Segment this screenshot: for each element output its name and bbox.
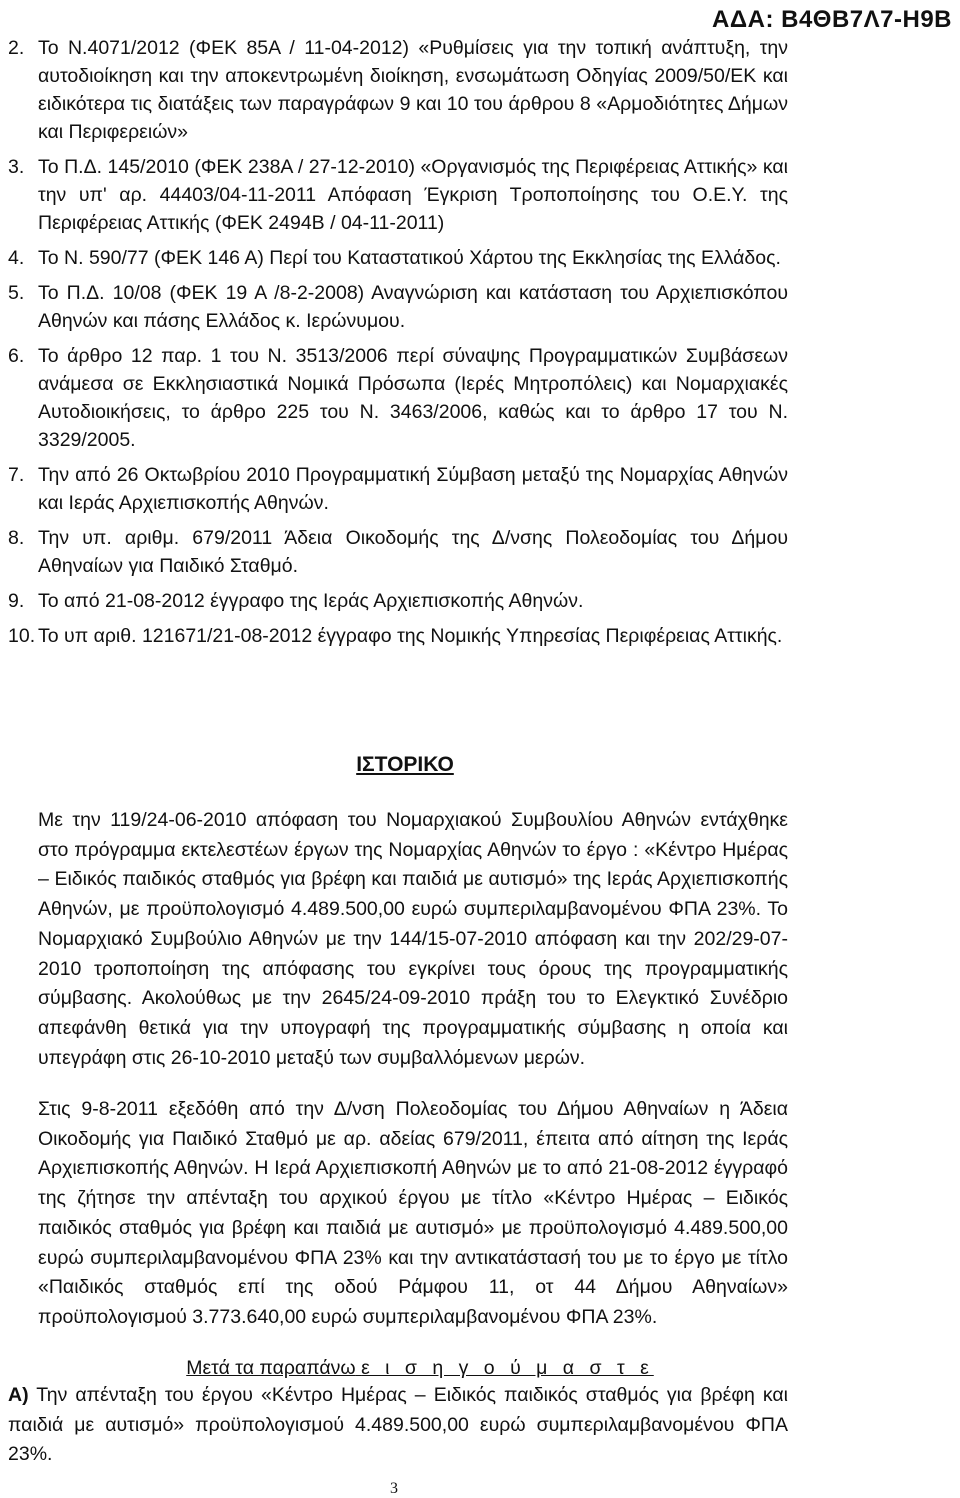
list-item: [8, 244, 788, 272]
decision-heading: [0, 1357, 840, 1380]
list-item: [8, 622, 788, 650]
list-item: [8, 153, 788, 237]
list-item-number: 6.: [8, 345, 25, 367]
list-item-text: Το Ν. 590/77 (ΦΕΚ 146 Α) Περί του Καταστατικού Χάρτου της Εκκλησίας της Ελλάδος.: [38, 247, 781, 269]
page-number: 3: [390, 1480, 398, 1497]
list-item: [8, 587, 788, 615]
list-item-text: Το Π.Δ. 10/08 (ΦΕΚ 19 Α /8-2-2008) Αναγνώριση και κατάσταση του Αρχιεπισκόπου Αθηνών και πάσης Ελλάδος κ. Ιερώνυμου.: [38, 282, 788, 332]
list-item-text: Την από 26 Οκτωβρίου 2010 Προγραμματική Σύμβαση μεταξύ της Νομαρχίας Αθηνών και Ιεράς Αρχιεπισκοπής Αθηνών.: [38, 464, 788, 514]
list-item-text: Το υπ αριθ. 121671/21-08-2012 έγγραφο της Νομικής Υπηρεσίας Περιφέρειας Αττικής.: [38, 625, 783, 647]
list-item-number: 8.: [8, 527, 25, 549]
list-item-number: 5.: [8, 282, 25, 304]
list-item-number: 9.: [8, 590, 25, 612]
ada-code: ΑΔΑ: Β4ΘΒ7Λ7-Η9Β: [712, 6, 952, 33]
list-item-number: 3.: [8, 156, 25, 178]
list-item-text: Το Ν.4071/2012 (ΦΕΚ 85Α / 11-04-2012) «Ρυθμίσεις για την τοπική ανάπτυξη, την αυτοδιοίκηση και την αποκεντρωμένη διοίκηση, ενσωμάτωση Οδηγίας 2009/50/ΕΚ και ειδικότερα τις διατάξεις των παραγράφων 9 και 10 του άρθρου 8 «Αρμοδιότητες Δήμων και Περιφερειών»: [38, 37, 788, 143]
list-item: [8, 524, 788, 580]
history-heading: ΙΣΤΟΡΙΚΟ: [356, 753, 454, 776]
decision-item-text: Την απένταξη του έργου «Κέντρο Ημέρας – Ειδικός παιδικός σταθμός για βρέφη και παιδιά με αυτισμό» προϋπολογισμού 4.489.500,00 ευρώ συμπεριλαμβανομένου ΦΠΑ 23%.: [8, 1384, 788, 1466]
list-item: [8, 461, 788, 517]
history-paragraph: Στις 9-8-2011 εξεδόθη από την Δ/νση Πολεοδομίας του Δήμου Αθηναίων η Άδεια Οικοδομής για Παιδικό Σταθμό με αρ. αδείας 679/2011, έπειτα από αίτηση της Ιεράς Αρχιεπισκοπής Αθηνών. Η Ιερά Αρχιεπισκοπή Αθηνών με το από 21-08-2012 έγγραφό της ζήτησε την απένταξη του αρχικού έργου με τίτλο «Κέντρο Ημέρας – Ειδικός παιδικός σταθμός για βρέφη και παιδιά με αυτισμό» με προϋπολογισμό 4.489.500,00 ευρώ συμπεριλαμβανομένου ΦΠΑ 23% και την αντικατάστασή του με το έργο με τίτλο «Παιδικός σταθμός επί της οδού Ράμφου 11, οτ 44 Δήμου Αθηναίων» προϋπολογισμού 3.773.640,00 ευρώ συμπεριλαμβανομένου ΦΠΑ 23%.: [38, 1098, 788, 1328]
list-item: [8, 34, 788, 146]
decision-paragraph: [8, 1381, 788, 1470]
list-item: [8, 342, 788, 454]
decision-heading-prefix: Μετά τα παραπάνω: [186, 1357, 356, 1379]
list-item-text: Την υπ. αριθμ. 679/2011 Άδεια Οικοδομής της Δ/νσης Πολεοδομίας του Δήμου Αθηναίων για Παιδικό Σταθμό.: [38, 527, 788, 577]
list-item-number: 10.: [8, 625, 36, 647]
list-item-text: Το άρθρο 12 παρ. 1 του Ν. 3513/2006 περί σύναψης Προγραμματικών Συμβάσεων ανάμεσα σε Εκκλησιαστικά Νομικά Πρόσωπα (Ιερές Μητροπόλεις) και Νομαρχιακές Αυτοδιοικήσεις, το άρθρο 225 του Ν. 3463/2006, καθώς και το άρθρο 17 του Ν. 3329/2005.: [38, 345, 788, 451]
decision-heading-verb: ε ι σ η γ ο ύ μ α σ τ ε: [361, 1357, 654, 1379]
list-item-number: 2.: [8, 37, 25, 59]
list-item-number: 4.: [8, 247, 25, 269]
list-item-text: Το Π.Δ. 145/2010 (ΦΕΚ 238Α / 27-12-2010) «Οργανισμός της Περιφέρειας Αττικής» και την υπ' αρ. 44403/04-11-2011 Απόφαση Έγκριση Τροποποίησης του Ο.Ε.Υ. της Περιφέρειας Αττικής (ΦΕΚ 2494Β / 04-11-2011): [38, 156, 788, 234]
history-paragraph: Με την 119/24-06-2010 απόφαση του Νομαρχιακού Συμβουλίου Αθηνών εντάχθηκε στο πρόγραμμα εκτελεστέων έργων της Νομαρχίας Αθηνών το έργο : «Κέντρο Ημέρας – Ειδικός παιδικός σταθμός για βρέφη και παιδιά με αυτισμό» της Ιεράς Αρχιεπισκοπής Αθηνών, με προϋπολογισμό 4.489.500,00 ευρώ συμπεριλαμβανομένου ΦΠΑ 23%. Το Νομαρχιακό Συμβούλιο Αθηνών με την 144/15-07-2010 απόφαση και την 202/29-07-2010 τροποποίηση της απόφασης του εγκρίνει τους όρους της προγραμματικής σύμβασης. Ακολούθως με την 2645/24-09-2010 πράξη του το Ελεγκτικό Συνέδριο απεφάνθη θετικά για την υπογραφή της προγραμματικής σύμβασης η οποία και υπεγράφη στις 26-10-2010 μεταξύ των συμβαλλόμενων μερών.: [38, 809, 788, 1069]
list-item: [8, 279, 788, 335]
decision-item-label: Α): [8, 1384, 29, 1406]
list-item-text: Το από 21-08-2012 έγγραφο της Ιεράς Αρχιεπισκοπής Αθηνών.: [38, 590, 584, 612]
list-item-number: 7.: [8, 464, 25, 486]
references-list: [8, 34, 788, 657]
